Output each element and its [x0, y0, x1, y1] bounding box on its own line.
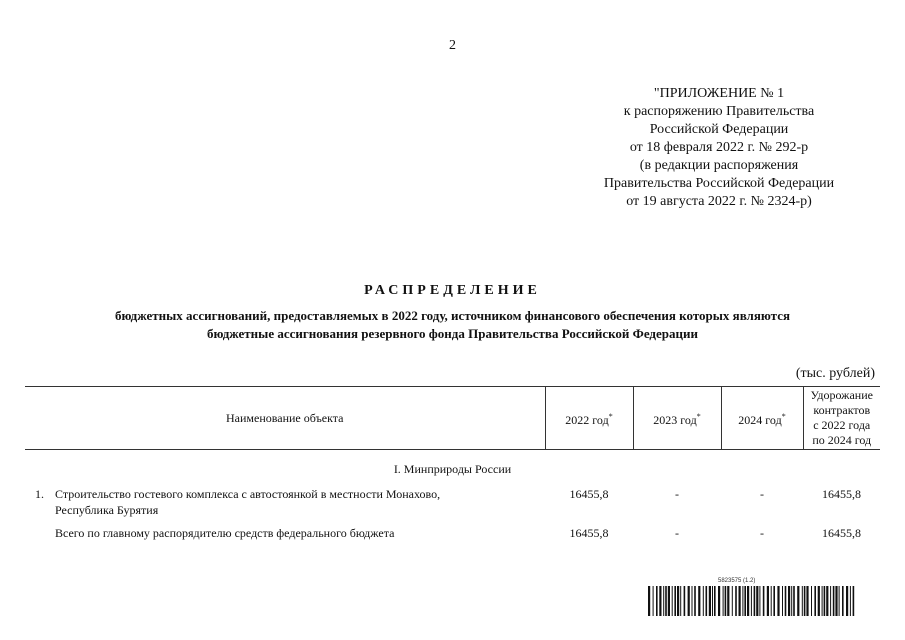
- units-label: (тыс. рублей): [795, 366, 875, 381]
- header-name: Наименование объекта: [25, 387, 545, 450]
- document-subtitle: [30, 307, 875, 343]
- appendix-line: Правительства Российской Федерации: [603, 176, 835, 191]
- allocation-table: [25, 386, 880, 541]
- footnote-mark: *: [696, 411, 701, 421]
- row-name: Строительство гостевого комплекса с автостоянкой в местности Монахово, Республика Бурятия: [55, 487, 441, 517]
- document-title: РАСПРЕДЕЛЕНИЕ: [364, 283, 541, 298]
- table-header-row: [25, 387, 880, 450]
- appendix-line: (в редакции распоряжения: [639, 158, 799, 173]
- header-2022: 2022 год*: [545, 387, 633, 450]
- section-title: I. Минприроды России: [393, 462, 512, 476]
- total-2023: -: [675, 526, 679, 540]
- appendix-line: от 18 февраля 2022 г. № 292-р: [629, 140, 809, 155]
- row-2023: -: [675, 487, 679, 501]
- appendix-line: Российской Федерации: [649, 122, 789, 137]
- subtitle-line: бюджетных ассигнований, предоставляемых в 2022 году, источником финансового обеспечения которых являются: [114, 308, 790, 323]
- appendix-header: [590, 85, 848, 211]
- appendix-line: к распоряжению Правительства: [623, 104, 815, 119]
- row-2022: 16455,8: [569, 487, 609, 501]
- total-row: [25, 518, 880, 541]
- total-name: Всего по главному распорядителю средств федерального бюджета: [55, 526, 395, 540]
- header-2024: 2024 год*: [721, 387, 803, 450]
- footnote-mark: *: [781, 411, 786, 421]
- row-2024: -: [760, 487, 764, 501]
- footnote-mark: *: [608, 411, 613, 421]
- total-2024: -: [760, 526, 764, 540]
- barcode-id: 5823575 (1.2): [718, 578, 756, 584]
- barcode-image: [648, 586, 858, 616]
- row-index: 1.: [35, 487, 44, 501]
- total-cost-increase: 16455,8: [822, 526, 861, 540]
- appendix-line: "ПРИЛОЖЕНИЕ № 1: [653, 86, 785, 101]
- appendix-line: от 19 августа 2022 г. № 2324-р): [626, 194, 812, 209]
- header-2023: 2023 год*: [633, 387, 721, 450]
- page-number: 2: [449, 38, 456, 53]
- total-2022: 16455,8: [569, 526, 609, 540]
- table-row: [25, 482, 880, 518]
- row-cost-increase: 16455,8: [822, 487, 861, 501]
- header-cost-increase: Удорожание контрактов с 2022 года по 2024 год: [803, 387, 880, 450]
- subtitle-line: бюджетные ассигнования резервного фонда Правительства Российской Федерации: [207, 326, 698, 341]
- section-row: [25, 450, 880, 483]
